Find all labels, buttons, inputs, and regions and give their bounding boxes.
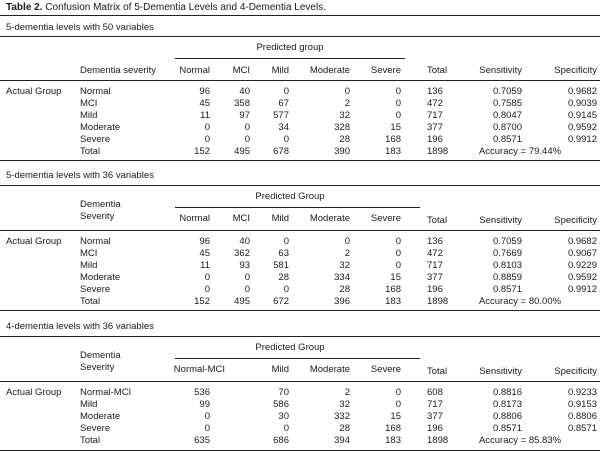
row-label: Normal bbox=[80, 236, 111, 247]
cell: 0 bbox=[395, 110, 401, 121]
col-header: Specificity bbox=[554, 65, 597, 76]
cell: 28 bbox=[339, 134, 350, 145]
col-header: Severe bbox=[370, 364, 401, 375]
cell: 45 bbox=[199, 98, 210, 109]
cell: 358 bbox=[234, 98, 250, 109]
cell: 0.9153 bbox=[567, 399, 597, 410]
cell: 30 bbox=[278, 411, 289, 422]
cell: 136 bbox=[427, 86, 443, 97]
cell: 99 bbox=[199, 399, 210, 410]
group-rule bbox=[175, 358, 420, 359]
cell: 0 bbox=[283, 236, 289, 247]
cell: 32 bbox=[339, 399, 350, 410]
cell: 536 bbox=[194, 387, 210, 398]
cell: 0 bbox=[283, 134, 289, 145]
actual-group-label: Actual Group bbox=[6, 86, 62, 97]
col-header: Specificity bbox=[554, 366, 597, 377]
row-label: Mild bbox=[80, 260, 98, 271]
row-label: Total bbox=[80, 435, 101, 446]
cell: 0.8571 bbox=[567, 423, 597, 434]
cell: 0.9592 bbox=[567, 272, 597, 283]
cell: 472 bbox=[427, 248, 443, 259]
cell: 0 bbox=[395, 399, 401, 410]
cell: 332 bbox=[334, 411, 350, 422]
col-header: Mild bbox=[271, 65, 289, 76]
col-header: Normal bbox=[179, 213, 210, 224]
cell: 0 bbox=[204, 284, 210, 295]
rule bbox=[0, 336, 600, 337]
rule bbox=[0, 310, 600, 311]
cell: 1898 bbox=[427, 146, 449, 157]
cell: 328 bbox=[334, 122, 350, 133]
cell: 2 bbox=[344, 248, 350, 259]
col-header: Sensitivity bbox=[479, 215, 522, 226]
cell: 377 bbox=[427, 411, 443, 422]
cell: 394 bbox=[334, 435, 350, 446]
section-title: 4-dementia levels with 36 variables bbox=[6, 321, 154, 332]
cell: 0 bbox=[395, 387, 401, 398]
severity-header: Dementia bbox=[80, 350, 121, 361]
cell: 0 bbox=[204, 272, 210, 283]
cell: 0 bbox=[283, 284, 289, 295]
col-header: Normal bbox=[179, 65, 210, 76]
cell: 396 bbox=[334, 296, 350, 307]
cell: 0 bbox=[244, 272, 250, 283]
cell: 168 bbox=[385, 134, 401, 145]
accuracy: Accuracy = 80.00% bbox=[478, 296, 562, 307]
cell: 0 bbox=[244, 134, 250, 145]
cell: 168 bbox=[385, 284, 401, 295]
rule-top bbox=[0, 15, 600, 16]
col-header: Severe bbox=[370, 65, 401, 76]
cell: 196 bbox=[427, 284, 443, 295]
group-header: Predicted Group bbox=[255, 342, 325, 353]
row-label: Total bbox=[80, 146, 101, 157]
cell: 0.7059 bbox=[492, 236, 522, 247]
cell: 390 bbox=[334, 146, 350, 157]
cell: 678 bbox=[273, 146, 289, 157]
col-header: Sensitivity bbox=[479, 366, 522, 377]
cell: 0.8859 bbox=[492, 272, 522, 283]
cell: 136 bbox=[427, 236, 443, 247]
section-title: 5-dementia levels with 50 variables bbox=[6, 22, 154, 33]
cell: 586 bbox=[273, 399, 289, 410]
cell: 334 bbox=[334, 272, 350, 283]
cell: 0.7059 bbox=[492, 86, 522, 97]
col-header: Moderate bbox=[309, 65, 350, 76]
cell: 1898 bbox=[427, 435, 449, 446]
cell: 0 bbox=[204, 122, 210, 133]
row-label: Moderate bbox=[80, 272, 121, 283]
cell: 196 bbox=[427, 134, 443, 145]
cell: 32 bbox=[339, 260, 350, 271]
rule bbox=[0, 80, 600, 81]
rule-bottom bbox=[0, 450, 600, 451]
cell: 362 bbox=[234, 248, 250, 259]
cell: 70 bbox=[278, 387, 289, 398]
cell: 0.8571 bbox=[492, 284, 522, 295]
cell: 377 bbox=[427, 272, 443, 283]
cell: 686 bbox=[273, 435, 289, 446]
cell: 0.8047 bbox=[492, 110, 522, 121]
actual-group-label: Actual Group bbox=[6, 387, 62, 398]
cell: 608 bbox=[427, 387, 443, 398]
cell: 97 bbox=[239, 110, 250, 121]
cell: 196 bbox=[427, 423, 443, 434]
row-label: MCI bbox=[80, 98, 98, 109]
cell: 0.8806 bbox=[567, 411, 597, 422]
cell: 11 bbox=[200, 110, 210, 121]
cell: 717 bbox=[427, 399, 443, 410]
cell: 672 bbox=[273, 296, 289, 307]
cell: 28 bbox=[339, 423, 350, 434]
cell: 0.9039 bbox=[567, 98, 597, 109]
cell: 577 bbox=[273, 110, 289, 121]
cell: 0 bbox=[395, 260, 401, 271]
row-label: Total bbox=[80, 296, 101, 307]
row-label: Moderate bbox=[80, 411, 121, 422]
cell: 0.8816 bbox=[492, 387, 522, 398]
cell: 0.8700 bbox=[492, 122, 522, 133]
cell: 32 bbox=[339, 110, 350, 121]
cell: 0.8571 bbox=[492, 134, 522, 145]
rule bbox=[0, 381, 600, 382]
col-header: Mild bbox=[271, 364, 289, 375]
cell: 152 bbox=[194, 146, 210, 157]
cell: 11 bbox=[200, 260, 210, 271]
severity-header: Severity bbox=[80, 211, 115, 222]
cell: 0 bbox=[395, 86, 401, 97]
section-title: 5-dementia levels with 36 variables bbox=[6, 170, 154, 181]
severity-header: Severity bbox=[80, 362, 115, 373]
col-header: Severe bbox=[370, 213, 401, 224]
cell: 183 bbox=[385, 435, 401, 446]
cell: 635 bbox=[194, 435, 210, 446]
cell: 0 bbox=[344, 236, 350, 247]
severity-header: Dementia severity bbox=[80, 65, 157, 76]
cell: 0.9233 bbox=[567, 387, 597, 398]
cell: 152 bbox=[194, 296, 210, 307]
col-header: MCI bbox=[232, 213, 250, 224]
cell: 0 bbox=[395, 236, 401, 247]
col-header: Moderate bbox=[309, 213, 350, 224]
cell: 2 bbox=[344, 387, 350, 398]
cell: 0.8571 bbox=[492, 423, 522, 434]
cell: 0.9067 bbox=[567, 248, 597, 259]
cell: 0.7585 bbox=[492, 98, 522, 109]
cell: 0.9229 bbox=[567, 260, 597, 271]
cell: 377 bbox=[427, 122, 443, 133]
cell: 0 bbox=[244, 284, 250, 295]
cell: 93 bbox=[239, 260, 250, 271]
cell: 67 bbox=[278, 98, 289, 109]
cell: 15 bbox=[390, 122, 401, 133]
row-label: Severe bbox=[80, 284, 111, 295]
col-header: Total bbox=[427, 65, 448, 76]
col-header: MCI bbox=[232, 65, 250, 76]
row-label: Severe bbox=[80, 423, 111, 434]
cell: 34 bbox=[278, 122, 289, 133]
cell: 0.8806 bbox=[492, 411, 522, 422]
rule bbox=[0, 230, 600, 231]
row-label: MCI bbox=[80, 248, 98, 259]
group-rule bbox=[175, 207, 420, 208]
col-header: Total bbox=[427, 215, 448, 226]
cell: 0.9682 bbox=[567, 236, 597, 247]
col-header: Specificity bbox=[554, 215, 597, 226]
group-header: Predicted group bbox=[256, 42, 324, 53]
caption-text: Confusion Matrix of 5-Dementia Levels and 4-Dementia Levels. bbox=[45, 2, 326, 13]
cell: 40 bbox=[239, 236, 250, 247]
cell: 495 bbox=[234, 296, 250, 307]
cell: 0.9145 bbox=[567, 110, 597, 121]
cell: 0 bbox=[395, 98, 401, 109]
cell: 0.9912 bbox=[567, 134, 597, 145]
cell: 581 bbox=[273, 260, 289, 271]
cell: 0.9912 bbox=[567, 284, 597, 295]
col-header: Moderate bbox=[309, 364, 350, 375]
group-rule bbox=[175, 58, 405, 59]
cell: 96 bbox=[199, 86, 210, 97]
cell: 28 bbox=[339, 284, 350, 295]
accuracy: Accuracy = 85.83% bbox=[478, 435, 562, 446]
severity-header: Dementia bbox=[80, 199, 121, 210]
caption-label: Table 2. bbox=[6, 2, 43, 13]
col-header: Total bbox=[427, 366, 448, 377]
cell: 63 bbox=[278, 248, 289, 259]
cell: 15 bbox=[390, 411, 401, 422]
accuracy: Accuracy = 79.44% bbox=[478, 146, 562, 157]
cell: 0 bbox=[283, 423, 289, 434]
group-header: Predicted Group bbox=[255, 191, 325, 202]
cell: 717 bbox=[427, 110, 443, 121]
cell: 0 bbox=[395, 248, 401, 259]
cell: 472 bbox=[427, 98, 443, 109]
cell: 717 bbox=[427, 260, 443, 271]
cell: 168 bbox=[385, 423, 401, 434]
col-header: Mild bbox=[271, 213, 289, 224]
rule bbox=[0, 36, 600, 37]
table-caption bbox=[6, 2, 326, 13]
col-header: Normal-MCI bbox=[173, 364, 225, 375]
cell: 0.9682 bbox=[567, 86, 597, 97]
row-label: Mild bbox=[80, 110, 98, 121]
cell: 183 bbox=[385, 296, 401, 307]
row-label: Moderate bbox=[80, 122, 121, 133]
cell: 40 bbox=[239, 86, 250, 97]
rule bbox=[0, 160, 600, 161]
cell: 0.8103 bbox=[492, 260, 522, 271]
cell: 45 bbox=[199, 248, 210, 259]
row-label: Severe bbox=[80, 134, 111, 145]
cell: 0 bbox=[244, 122, 250, 133]
cell: 0.9592 bbox=[567, 122, 597, 133]
cell: 0.7669 bbox=[492, 248, 522, 259]
cell: 0 bbox=[204, 411, 210, 422]
row-label: Normal bbox=[80, 86, 111, 97]
cell: 0 bbox=[204, 134, 210, 145]
row-label: Normal-MCI bbox=[80, 387, 132, 398]
cell: 183 bbox=[385, 146, 401, 157]
cell: 0.8173 bbox=[492, 399, 522, 410]
cell: 2 bbox=[344, 98, 350, 109]
cell: 0 bbox=[283, 86, 289, 97]
cell: 1898 bbox=[427, 296, 449, 307]
cell: 15 bbox=[390, 272, 401, 283]
row-label: Mild bbox=[80, 399, 98, 410]
cell: 0 bbox=[344, 86, 350, 97]
col-header: Sensitivity bbox=[479, 65, 522, 76]
cell: 96 bbox=[199, 236, 210, 247]
rule bbox=[0, 185, 600, 186]
cell: 0 bbox=[204, 423, 210, 434]
cell: 28 bbox=[278, 272, 289, 283]
actual-group-label: Actual Group bbox=[6, 236, 62, 247]
cell: 495 bbox=[234, 146, 250, 157]
